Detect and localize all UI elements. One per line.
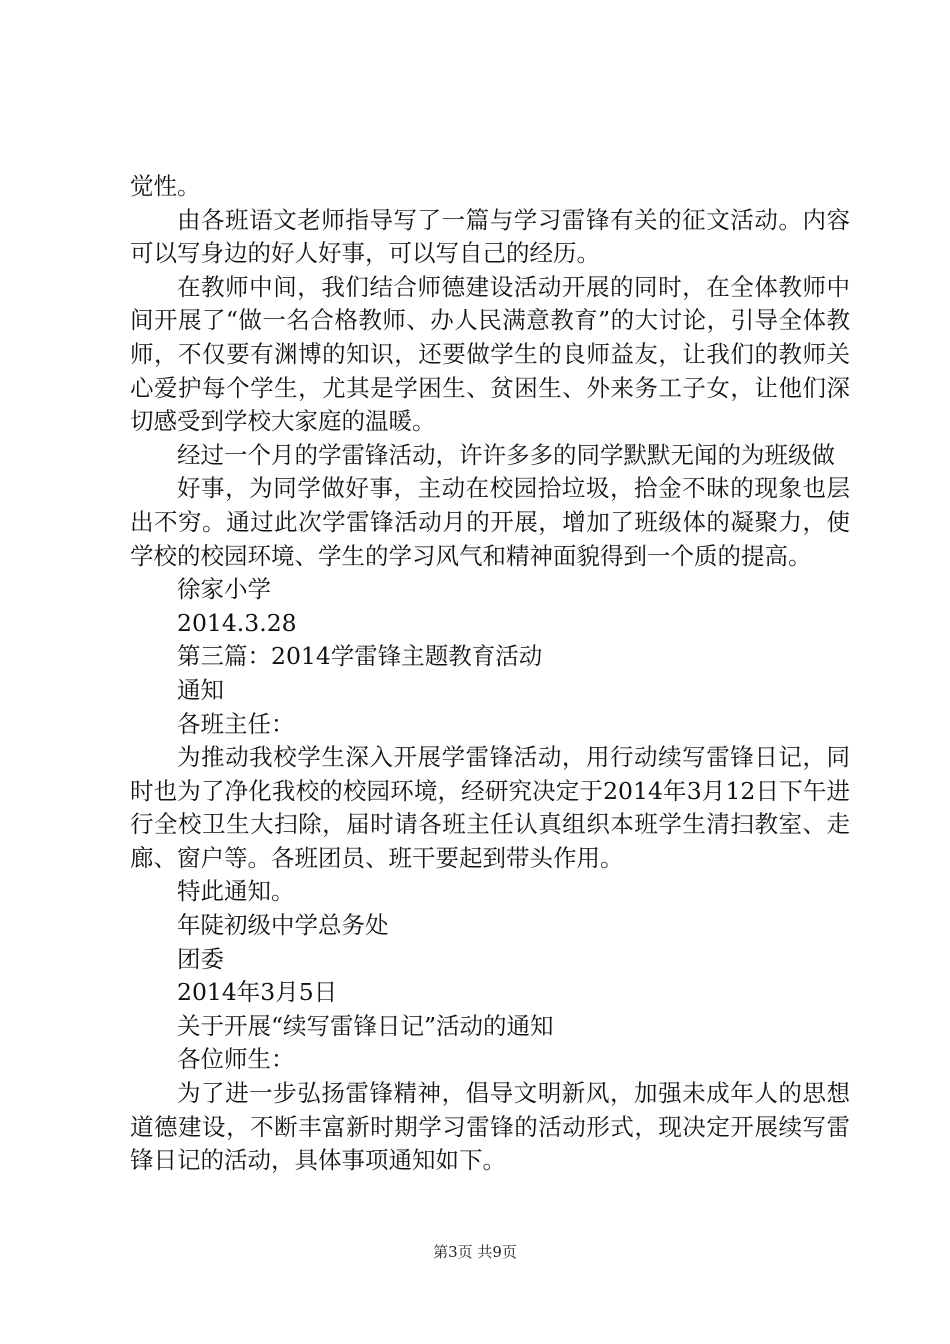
section-title: 第三篇：2014学雷锋主题教育活动 <box>177 642 543 671</box>
notice-heading: 通知 <box>177 675 224 704</box>
paragraph-4: 经过一个月的学雷锋活动，许许多多的同学默默无闻的为班级做 <box>177 440 835 469</box>
page-number-label: 第3页 共9页 <box>433 1243 517 1261</box>
second-notice-salutation: 各位师生： <box>177 1045 295 1074</box>
second-notice-title: 关于开展“续写雷锋日记”活动的通知 <box>177 1011 554 1040</box>
notice-issuer: 年陡初级中学总务处 <box>177 911 389 940</box>
paragraph-5: 好事，为同学做好事，主动在校园拾垃圾，拾金不昧的现象也层出不穷。通过此次学雷锋活动月的开展，增加了班级体的凝聚力，使学校的校园环境、学生的学习风气和精神面貌得到一个质的提高。 <box>130 474 850 570</box>
notice-date: 2014年3月5日 <box>177 978 338 1007</box>
paragraph-1: 觉性。 <box>130 172 201 200</box>
notice-body: 为推动我校学生深入开展学雷锋活动，用行动续写雷锋日记，同时也为了净化我校的校园环境，经研究决定于2014年3月12日下午进行全校卫生大扫除，届时请各班主任认真组织本班学生清扫教室、走廊、窗户等。各班团员、班干要起到带头作用。 <box>130 743 850 872</box>
document-body <box>130 170 850 1178</box>
signature-school: 徐家小学 <box>177 575 271 604</box>
second-notice-body: 为了进一步弘扬雷锋精神，倡导文明新风，加强未成年人的思想道德建设，不断丰富新时期学习雷锋的活动形式，现决定开展续写雷锋日记的活动，具体事项通知如下。 <box>130 1079 850 1175</box>
paragraph-2: 由各班语文老师指导写了一篇与学习雷锋有关的征文活动。内容可以写身边的好人好事，可以写自己的经历。 <box>130 205 850 268</box>
notice-closing: 特此通知。 <box>177 877 295 906</box>
page-footer <box>0 1242 950 1262</box>
notice-salutation: 各班主任： <box>177 709 295 738</box>
notice-issuer-2: 团委 <box>177 944 224 973</box>
signature-date: 2014.3.28 <box>177 608 297 637</box>
paragraph-3: 在教师中间，我们结合师德建设活动开展的同时，在全体教师中间开展了“做一名合格教师、办人民满意教育”的大讨论，引导全体教师，不仅要有渊博的知识，还要做学生的良师益友，让我们的教师关心爱护每个学生，尤其是学困生、贫困生、外来务工子女，让他们深切感受到学校大家庭的温暖。 <box>130 272 850 436</box>
